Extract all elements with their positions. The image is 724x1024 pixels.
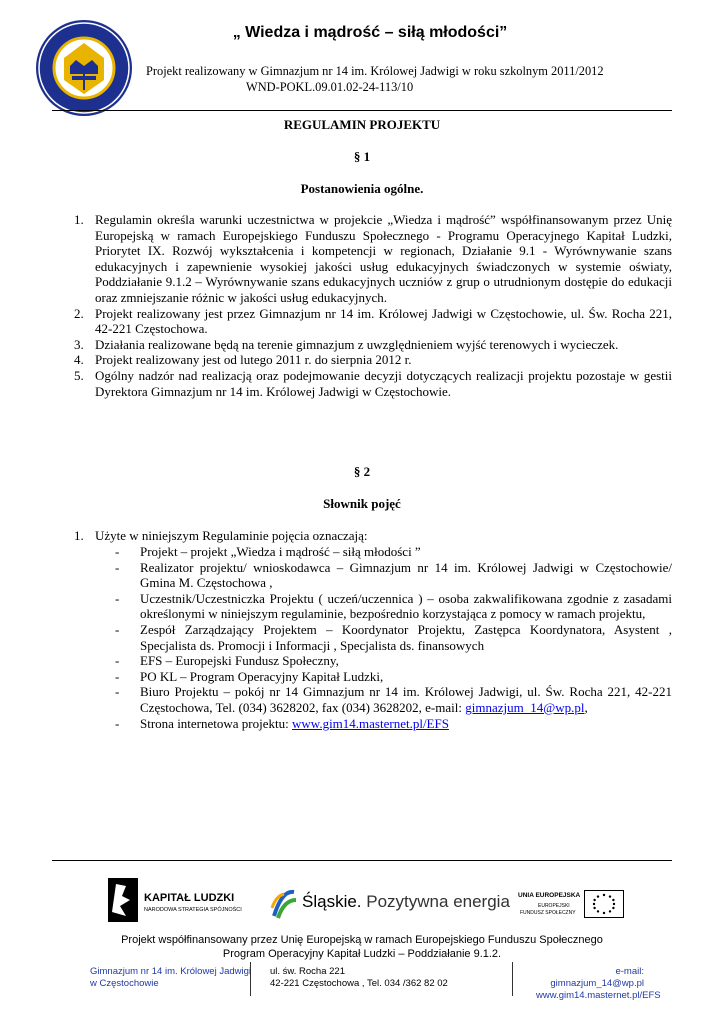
school-logo — [34, 18, 134, 118]
footer-separator — [512, 962, 513, 996]
slaskie-tagline: Pozytywna energia — [366, 892, 510, 911]
ue-sub2: FUNDUSZ SPOŁECZNY — [520, 910, 576, 916]
document-title: REGULAMIN PROJEKTU — [283, 117, 441, 132]
kl-title: KAPITAŁ LUDZKI — [144, 892, 235, 904]
section-1-heading: Postanowienia ogólne. — [300, 181, 424, 196]
section-2-sign: § 2 — [353, 464, 371, 479]
footer-contact — [536, 966, 661, 1002]
list-item: - Uczestnik/Uczestniczka Projektu ( uczeń/uczennica ) – osoba zakwalifikowana zgodnie z zasadami określonymi w niniejszym regulaminie, bezpośrednio korzystająca z pomocy w ramach projektu, — [115, 590, 672, 622]
ue-title: UNIA EUROPEJSKA — [518, 892, 581, 899]
list-item: - Zespół Zarządzający Projektem – Koordynator Projektu, Zastępca Koordynatora, Asystent , Specjalista ds. Promocji i Informacji , Specjalista ds. finansowych — [115, 621, 672, 653]
footer-school-name: Gimnazjum nr 14 im. Królowej Jadwigi w Częstochowie — [90, 966, 252, 989]
section-1-list — [74, 212, 672, 399]
email-link[interactable]: gimnazjum_14@wp.pl — [465, 699, 585, 715]
list-item: 1. Regulamin określa warunki uczestnictwa w projekcie „Wiedza i mądrość” współfinansowanym przez Unię Europejską w ramach Europejskiego Funduszu Społecznego - Programu Operacyjnego Kapitał Ludzki, Priorytet IX. Rozwój wykształcenia i kompetencji w regionach, Działanie 9.1 - Wyrównywanie szans edukacyjnych i zapewnienie wysokiej jakości usług edukacyjnych świadczonych w systemie oświaty, Poddziałanie 9.1.2 – Wyrównywanie szans edukacyjnych uczniów z grup o utrudnionym dostępie do edukacji oraz zmniejszanie różnic w jakości usług edukacyjnych. — [74, 212, 672, 305]
slaskie-logo — [268, 886, 510, 920]
school-crest-icon — [34, 18, 134, 118]
footer-program-note: Program Operacyjny Kapitał Ludzki – Poddziałanie 9.1.2. — [222, 948, 502, 960]
footer-website[interactable]: www.gim14.masternet.pl/EFS — [536, 990, 661, 1001]
ue-logo — [518, 890, 628, 920]
slaskie-name: Śląskie. — [302, 892, 362, 911]
list-item: 3. Działania realizowane będą na terenie gimnazjum z uwzględnieniem wyjść terenowych i wycieczek. — [74, 336, 619, 352]
header-project-info: Projekt realizowany w Gimnazjum nr 14 im. Królowej Jadwigi w roku szkolnym 2011/2012 — [146, 64, 604, 78]
kapital-ludzki-icon — [108, 878, 138, 922]
list-item: - PO KL – Program Operacyjny Kapitał Ludzki, — [115, 668, 384, 684]
list-item: - Strona internetowa projektu: www.gim14.masternet.pl/EFS — [115, 715, 449, 731]
eu-flag-icon — [584, 890, 624, 918]
kl-subtitle: NARODOWA STRATEGIA SPÓJNOŚCI — [144, 907, 242, 913]
list-item: - Projekt – projekt „Wiedza i mądrość – siłą młodości ” — [115, 544, 421, 559]
section-2-heading: Słownik pojęć — [323, 496, 401, 511]
section-2-intro: 1. Użyte w niniejszym Regulaminie pojęcia oznaczają: — [74, 528, 368, 543]
list-item: - Realizator projektu/ wnioskodawca – Gimnazjum nr 14 im. Królowej Jadwigi w Częstochowie/ Gmina M. Częstochowa , — [115, 559, 672, 591]
footer-cofinancing-note: Projekt współfinansowany przez Unię Europejską w ramach Europejskiego Funduszu Społecznego — [121, 934, 603, 946]
section-2-definitions — [115, 544, 672, 731]
list-item: 2. Projekt realizowany jest przez Gimnazjum nr 14 im. Królowej Jadwigi w Częstochowie, ul. Św. Rocha 221, 42-221 Częstochowa. — [74, 305, 672, 337]
footer-address: ul. św. Rocha 221 42-221 Częstochowa , Tel. 034 /362 82 02 — [270, 966, 448, 989]
footer-divider — [52, 860, 672, 861]
list-item: - EFS – Europejski Fundusz Społeczny, — [115, 653, 339, 669]
footer-separator — [250, 962, 251, 996]
ue-sub1: EUROPEJSKI — [538, 903, 570, 909]
kapital-ludzki-logo — [108, 878, 248, 922]
list-item: - Biuro Projektu – pokój nr 14 Gimnazjum nr 14 im. Królowej Jadwigi, ul. Św. Rocha 221, 42-221 Częstochowa, Tel. (034) 3628202, fax (034) 3628202, e-mail: gimnazjum_14@wp.pl, — [115, 684, 672, 715]
website-link[interactable]: www.gim14.masternet.pl/EFS — [292, 715, 449, 731]
list-item: 5. Ogólny nadzór nad realizacją oraz podejmowanie decyzji dotyczących realizacji projektu pozostaje w gestii Dyrektora Gimnazjum nr 14 im. Królowej Jadwigi w Częstochowie. — [74, 367, 672, 399]
slaskie-sun-icon — [268, 886, 298, 920]
list-item: 4. Projekt realizowany jest od lutego 2011 r. do sierpnia 2012 r. — [74, 352, 412, 368]
header-divider — [52, 110, 672, 111]
footer-email[interactable]: e-mail: gimnazjum_14@wp.pl — [550, 966, 644, 989]
section-1-sign: § 1 — [353, 149, 371, 164]
project-motto: „ Wiedza i mądrość – siłą młodości” — [232, 24, 508, 41]
header-project-code: WND-POKL.09.01.02-24-113/10 — [246, 80, 414, 94]
